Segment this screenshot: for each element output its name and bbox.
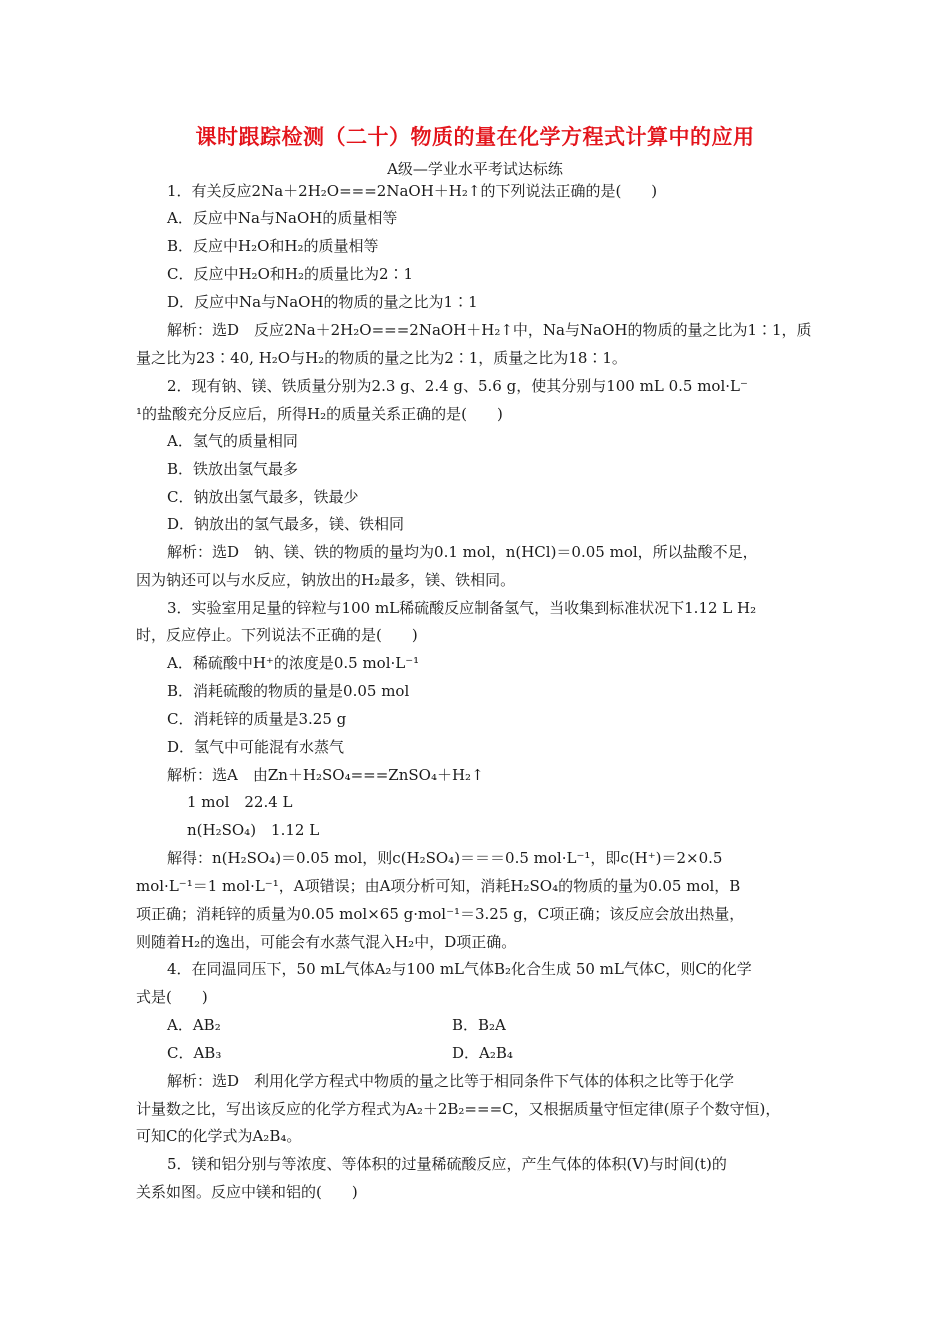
q3-stem-line1: 3．实验室用足量的锌粒与100 mL稀硫酸反应制备氢气，当收集到标准状况下1.12 L H₂ xyxy=(167,599,757,617)
q3-analysis-ratio-row2: n(H₂SO₄) 1.12 L xyxy=(187,821,320,839)
q1-analysis-line2: 量之比为23∶40, H₂O与H₂的物质的量之比为2∶1，质量之比为18∶1。 xyxy=(136,349,627,367)
q3-solution-line1: 解得：n(H₂SO₄)＝0.05 mol，则c(H₂SO₄)＝＝＝0.5 mol·L⁻¹，即c(H⁺)＝2×0.5 xyxy=(167,849,723,867)
q1-analysis-line1: 解析：选D 反应2Na＋2H₂O===2NaOH＋H₂↑中，Na与NaOH的物质的量之比为1∶1，质 xyxy=(167,321,812,339)
q5-stem-line1: 5．镁和铝分别与等浓度、等体积的过量稀硫酸反应，产生气体的体积(V)与时间(t)的 xyxy=(167,1155,727,1173)
q1-option-d: D．反应中Na与NaOH的物质的量之比为1∶1 xyxy=(167,293,478,311)
q1-option-b: B．反应中H₂O和H₂的质量相等 xyxy=(167,237,379,255)
q3-option-b: B．消耗硫酸的物质的量是0.05 mol xyxy=(167,682,410,700)
q5-stem-line2: 关系如图。反应中镁和铝的( ) xyxy=(136,1183,358,1201)
q2-option-d: D．钠放出的氢气最多，镁、铁相同 xyxy=(167,515,405,533)
q4-option-c: C．AB₃ xyxy=(167,1044,222,1062)
q4-stem-line2: 式是( ) xyxy=(136,988,208,1006)
q3-solution-line2: mol·L⁻¹＝1 mol·L⁻¹，A项错误；由A项分析可知，消耗H₂SO₄的物质的量为0.05 mol，B xyxy=(136,877,741,895)
q2-stem-line1: 2．现有钠、镁、铁质量分别为2.3 g、2.4 g、5.6 g，使其分别与100 mL 0.5 mol·L⁻ xyxy=(167,377,748,395)
q3-option-c: C．消耗锌的质量是3.25 g xyxy=(167,710,347,728)
q1-option-c: C．反应中H₂O和H₂的质量比为2∶1 xyxy=(167,265,414,283)
q4-analysis-line3: 可知C的化学式为A₂B₄。 xyxy=(136,1127,302,1145)
section-subtitle: A级—学业水平考试达标练 xyxy=(387,160,563,178)
q2-analysis-line1: 解析：选D 钠、镁、铁的物质的量均为0.1 mol，n(HCl)＝0.05 mol，所以盐酸不足， xyxy=(167,543,758,561)
q1-stem: 1．有关反应2Na＋2H₂O===2NaOH＋H₂↑的下列说法正确的是( ) xyxy=(167,182,658,200)
q2-option-c: C．钠放出氢气最多，铁最少 xyxy=(167,488,359,506)
q2-option-a: A．氢气的质量相同 xyxy=(167,432,298,450)
q4-option-b: B．B₂A xyxy=(452,1016,506,1034)
q4-analysis-line2: 计量数之比，写出该反应的化学方程式为A₂＋2B₂===C，又根据质量守恒定律(原子个数守恒)， xyxy=(136,1100,781,1118)
q4-option-a: A．AB₂ xyxy=(167,1016,221,1034)
q1-option-a: A．反应中Na与NaOH的质量相等 xyxy=(167,209,398,227)
q4-stem-line1: 4．在同温同压下，50 mL气体A₂与100 mL气体B₂化合生成 50 mL气体C，则C的化学 xyxy=(167,960,752,978)
page-title: 课时跟踪检测（二十）物质的量在化学方程式计算中的应用 xyxy=(195,125,755,149)
q3-option-a: A．稀硫酸中H⁺的浓度是0.5 mol·L⁻¹ xyxy=(167,654,420,672)
q4-analysis-line1: 解析：选D 利用化学方程式中物质的量之比等于相同条件下气体的体积之比等于化学 xyxy=(167,1072,735,1090)
q4-option-d: D．A₂B₄ xyxy=(452,1044,513,1062)
q3-solution-line4: 则随着H₂的逸出，可能会有水蒸气混入H₂中，D项正确。 xyxy=(136,933,517,951)
q3-solution-line3: 项正确；消耗锌的质量为0.05 mol×65 g·mol⁻¹＝3.25 g，C项正确；该反应会放出热量， xyxy=(136,905,745,923)
q3-analysis-ratio-row1: 1 mol 22.4 L xyxy=(187,793,293,811)
q2-option-b: B．铁放出氢气最多 xyxy=(167,460,299,478)
q2-stem-line2: ¹的盐酸充分反应后，所得H₂的质量关系正确的是( ) xyxy=(136,405,503,423)
q3-stem-line2: 时，反应停止。下列说法不正确的是( ) xyxy=(136,626,418,644)
q3-option-d: D．氢气中可能混有水蒸气 xyxy=(167,738,345,756)
q2-analysis-line2: 因为钠还可以与水反应，钠放出的H₂最多，镁、铁相同。 xyxy=(136,571,516,589)
q3-analysis-equation: 解析：选A 由Zn＋H₂SO₄===ZnSO₄＋H₂↑ xyxy=(167,766,484,784)
